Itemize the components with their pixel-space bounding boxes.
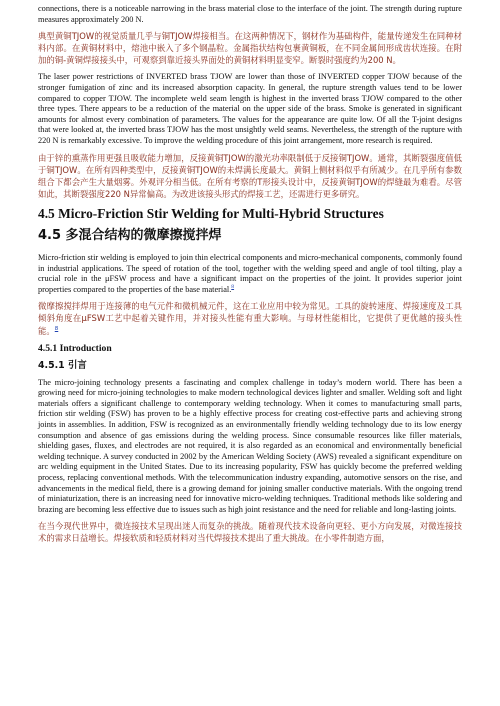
section-paragraph-en-text: Micro-friction stir welding is employed to join thin electrical components and micro-mechanical components, commonly found in industrial applications. The speed of rotation of the tool, together with the welding speed and angle of tool tilting, play a crucial role in the μFSW process and have a significant impact on the properties of the joint. It provides superior joint properties compared to the properties of the base material. bbox=[38, 253, 462, 294]
section-paragraph-en bbox=[38, 253, 462, 295]
section-heading-zh: 4.5 多混合结构的微摩擦搅拌焊 bbox=[38, 228, 222, 243]
citation-link[interactable]: 8 bbox=[231, 284, 235, 291]
intro-paragraph-zh: 在当今现代世界中，微连接技术呈现出迷人而复杂的挑战。随着现代技术设备向更轻、更小方向发展，对微连接技术的需求日益增长。焊接软质和轻质材料对当代焊接技术提出了重大挑战。在小零件制造方面， bbox=[38, 521, 462, 544]
paragraph-en-2: The laser power restrictions of INVERTED brass TJOW are lower than those of INVERTED copper TJOW because of the stronger fumigation of zinc and its increased absorption capacity. In general, the rupture strength values tend to be lower compared to copper TJOW. The incomplete weld seam length is highest in the inverted brass TJOW compared to the other three types. There appears to be a reduction of the material on the upper side of the brass. Smoke is generated in significant amounts for almost every combination of parameters. The values for the appearance are quite low. Of all the T-joint designs that were looked at, the inverted brass TJOW has the most unsightly weld seams. Nevertheless, the strength of the rupture with 220 N is remarkably excessive. To improve the welding procedure of this joint arrangement, more research is required. bbox=[38, 72, 462, 146]
subsection-heading-en: 4.5.1 Introduction bbox=[38, 342, 112, 354]
paragraph-zh-2: 由于锌的熏蒸作用更强且吸收能力增加，反接黄铜TJOW的激光功率限制低于反接铜TJOW。通常，其断裂强度值低于铜TJOW。在所有四种类型中，反接黄铜TJOW的未焊满长度最大。黄铜上侧材料似乎有所减少。在几乎所有参数组合下都会产生大量烟雾。外观评分相当低。在所有考察的T形接头设计中，反接黄铜TJOW的焊缝最为难看。尽管如此，其断裂强度220 N异常偏高。为改进该接头形式的焊接工艺，还需进行更多研究。 bbox=[38, 152, 462, 199]
section-paragraph-zh-text: 微摩擦搅拌焊用于连接薄的电气元件和微机械元件，这在工业应用中较为常见。工具的旋转速度、焊接速度及工具倾斜角度在μFSW工艺中起着关键作用，并对接头性能有重大影响。与母材性能相比，它提供了更优越的接头性能。 bbox=[38, 301, 462, 336]
intro-paragraph-en: The micro-joining technology presents a fascinating and complex challenge in today’s modern world. There has been a growing need for micro-joining technologies to make modern technological devices lighter and smaller. Welding soft and light materials offers a significant challenge to contemporary welding technology. When it comes to manufacturing small parts, friction stir welding (FSW) has proven to be a highly effective process for creating cost-effective parts and achieving strong joints in assemblies. In addition, FSW is recognized as an environmentally friendly welding technology due to its low energy consumption and absence of gas emissions during the welding process. Since consumable resources like filler materials, shielding gases, fluxes, and electrodes are not required, it is also regarded as an economical and environmentally beneficial welding technique. A survey conducted in 2002 by the American Welding Society (AWS) revealed a significant expenditure on arc welding equipment in the United States. Due to its increasing popularity, FSW has quickly become the preferred welding process, replacing conventional methods. With the telecommunication industry expanding, automotive sensors on the rise, and advancements in the medical field, there is a growing demand for joining smaller conductive materials. With the ongoing trend of miniaturization, there is an increasing need for innovative micro-welding techniques. Traditional methods like soldering and brazing are becoming less effective due to issues such as high joint resistance and the need for reliable and long-lasting joints. bbox=[38, 377, 462, 514]
paragraph-zh-1: 典型黄铜TJOW的视觉质量几乎与铜TJOW焊接相当。在这两种情况下，钢材作为基础构件，能量传递发生在同种材料内部。在黄铜材料中，熔池中嵌入了多个钢晶粒。金属指状结构包裹黄铜板，在不同金属间形成齿状连接。在附加的铜-黄铜焊接接头中，可观察到靠近接头界面处的黄铜材料明显变窄。断裂时强度约为200 N。 bbox=[38, 31, 462, 66]
subsection-heading-zh: 4.5.1 引言 bbox=[38, 359, 87, 371]
section-heading-en: 4.5 Micro-Friction Stir Welding for Multi-Hybrid Structures bbox=[38, 206, 384, 221]
citation-link[interactable]: 8 bbox=[54, 325, 59, 332]
section-paragraph-zh bbox=[38, 300, 462, 336]
paragraph-en-1: connections, there is a noticeable narrowing in the brass material close to the interface of the joint. The strength during rupture measures approximately 200 N. bbox=[38, 4, 462, 24]
